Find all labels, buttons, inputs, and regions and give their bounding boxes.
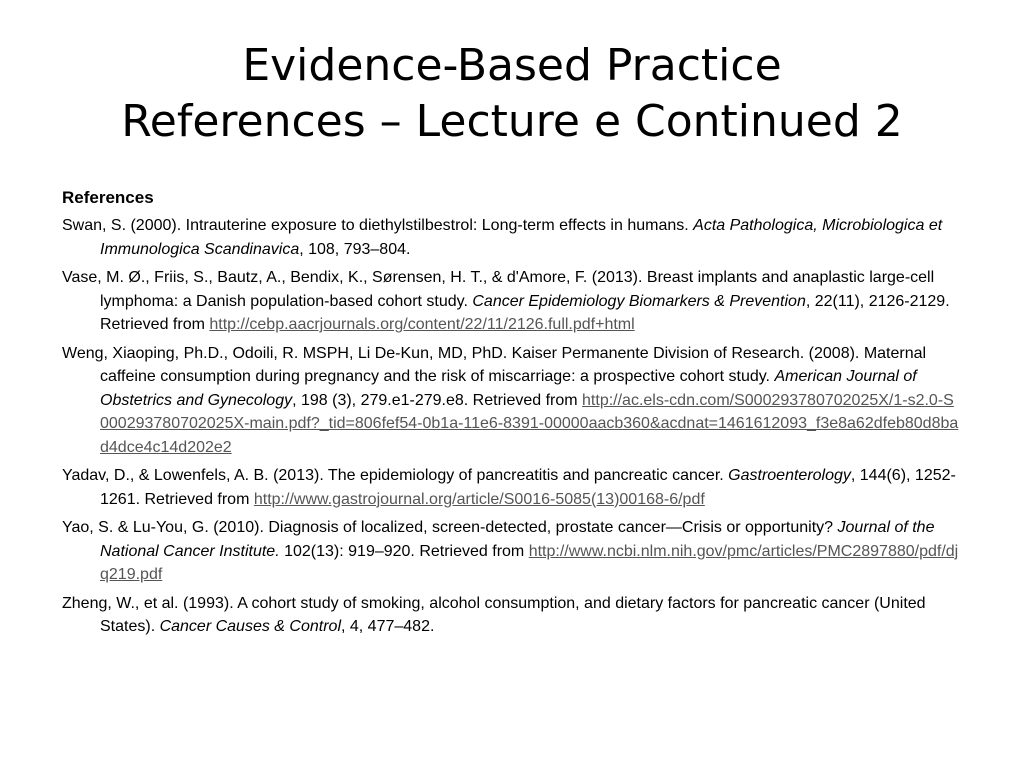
- reference-item: [62, 592, 962, 639]
- reference-journal: American Journal of Obstetrics and Gynecology: [100, 368, 917, 409]
- reference-journal: Journal of the National Cancer Institute.: [100, 519, 935, 560]
- reference-link[interactable]: http://ac.els-cdn.com/S000293780702025X/1-s2.0-S000293780702025X-main.pdf?_tid=806fef54-0b1a-11e6-8391-00000aacb360&acdnat=1461612093_f3e8a62dfeb80d8bad4dce4c14d202e2: [100, 391, 959, 456]
- reference-item: [62, 464, 962, 511]
- reference-journal: Cancer Causes & Control: [159, 618, 341, 635]
- reference-details: , 22(11), 2126-2129. Retrieved from: [100, 292, 950, 333]
- slide-title-line-2: References – Lecture e Continued 2: [121, 96, 903, 147]
- references-heading: References: [62, 188, 154, 207]
- reference-text: Swan, S. (2000). Intrauterine exposure to diethylstilbestrol: Long-term effects in humans.: [62, 217, 694, 234]
- reference-text: Yao, S. & Lu-You, G. (2010). Diagnosis of localized, screen-detected, prostate cancer—Crisis or opportunity?: [62, 519, 838, 536]
- slide-title: [20, 38, 1004, 150]
- reference-text: Yadav, D., & Lowenfels, A. B. (2013). The epidemiology of pancreatitis and pancreatic cancer.: [62, 467, 729, 484]
- reference-item: [62, 342, 962, 460]
- reference-link[interactable]: http://www.ncbi.nlm.nih.gov/pmc/articles/PMC2897880/pdf/djq219.pdf: [100, 542, 959, 583]
- reference-journal: Acta Pathologica, Microbiologica et Immunologica Scandinavica: [100, 217, 943, 258]
- reference-item: [62, 214, 962, 261]
- reference-link[interactable]: http://cebp.aacrjournals.org/content/22/11/2126.full.pdf+html: [209, 316, 635, 333]
- slide-title-line-1: Evidence-Based Practice: [242, 40, 782, 91]
- reference-text: Zheng, W., et al. (1993). A cohort study of smoking, alcohol consumption, and dietary factors for pancreatic cancer (United States).: [62, 594, 926, 635]
- reference-journal: Gastroenterology: [728, 467, 851, 484]
- reference-details: , 198 (3), 279.e1-279.e8. Retrieved from: [292, 391, 583, 409]
- reference-details: , 108, 793–804.: [299, 240, 411, 258]
- reference-details: , 144(6), 1252-1261. Retrieved from: [100, 467, 956, 508]
- reference-item: [62, 266, 962, 337]
- reference-link[interactable]: http://www.gastrojournal.org/article/S0016-5085(13)00168-6/pdf: [253, 490, 705, 508]
- reference-text: Weng, Xiaoping, Ph.D., Odoili, R. MSPH, Li De-Kun, MD, PhD. Kaiser Permanente Division of Research. (2008). Maternal caffeine consumption during pregnancy and the risk of miscarriage: a prospective cohort study.: [62, 344, 927, 385]
- references-content: [62, 186, 962, 644]
- reference-details: 102(13): 919–920. Retrieved from: [279, 542, 529, 560]
- reference-details: , 4, 477–482.: [341, 618, 435, 635]
- reference-journal: Cancer Epidemiology Biomarkers & Prevention: [472, 292, 806, 310]
- reference-text: Vase, M. Ø., Friis, S., Bautz, A., Bendix, K., Sørensen, H. T., & d'Amore, F. (2013). Breast implants and anaplastic large-cell lymphoma: a Danish population-based cohort study.: [62, 269, 935, 310]
- reference-item: [62, 516, 962, 587]
